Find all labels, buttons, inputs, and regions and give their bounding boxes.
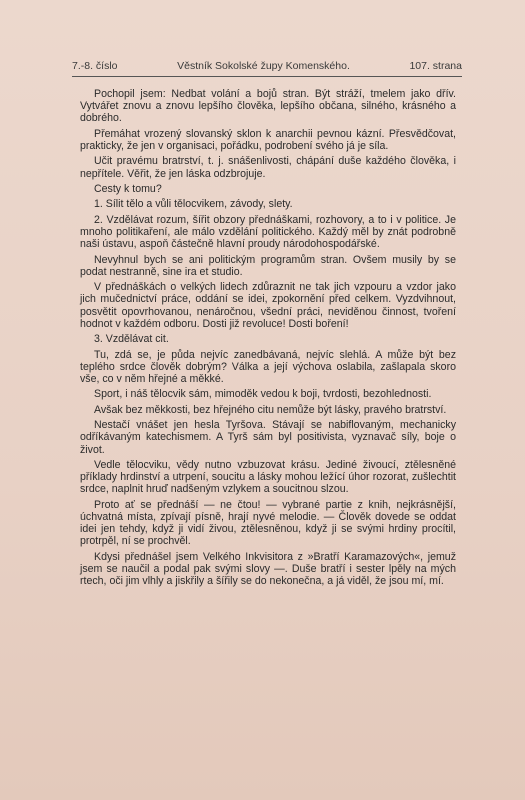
paragraph: Proto ať se přednáší — ne čtou! — vybrané partie z knih, nejkrásnější, úchvatná místa, zpívají písně, hrají nyvé melodie. — Člověk dovede se oddat idei jen tehdy, když ji vidí živou, ztělesněnou, když ji se svými hrdiny procítil, protrpěl, ní se prochvěl. [80,498,456,548]
paragraph: Nevyhnul bych se ani politickým programům stran. Ovšem musily by se podat nestranně, sine ira et studio. [80,253,456,278]
paragraph: Cesty k tomu? [94,182,162,195]
paragraph: Přemáhat vrozený slovanský sklon k anarchii pevnou kázní. Přesvědčovat, prakticky, že jen v organisaci, pořádku, podrobení svého já je síla. [80,127,456,152]
paragraph: V přednáškách o velkých lidech zdůraznit ne tak jich vzpouru a vzdor jako jich mučednictví práce, oddání se idei, zpokornění před celkem. Vyzdvihnout, posvětit opovrhovanou, nenáročnou, všední práci, neviděnou činnost, tvoření hodnot v každém odboru. Dosti již revoluce! Dosti boření! [80,281,456,330]
paragraph: Tu, zdá se, je půda nejvíc zanedbávaná, nejvíc slehlá. A může být bez teplého srdce člověk dobrým? Válka a její výchova oslabila, zašlapala skoro vše, co v něm hřejné a měkké. [80,348,456,385]
paragraph: Pochopil jsem: Nedbat volání a bojů stran. Být stráží, tmelem jako dřív. Vytvářet znovu a znovu lepšího člověka, lepšího občana, silného, krásného a dobrého. [80,88,456,125]
paragraph: Vedle tělocviku, vědy nutno vzbuzovat krásu. Jediné živoucí, ztělesněné příklady hrdinství a utrpení, soucitu a lásky mohou ležící úhor rozorat, zušlechtit srdce, naplnit hruď nadšeným vzlykem a soucitnou slzou. [80,458,456,496]
issue-number: 7.-8. číslo [72,60,118,72]
running-header [72,60,462,72]
paragraph: Nestačí vnášet jen hesla Tyršova. Stávají se nabiflovaným, mechanicky odříkávaným katechismem. A Tyrš sám byl positivista, vyznavač síly, boje o život. [80,419,456,456]
article-body [80,88,456,591]
journal-title: Věstník Sokolské župy Komenského. [177,60,350,72]
paragraph: Avšak bez měkkosti, bez hřejného citu nemůže být lásky, pravého bratrství. [94,403,447,416]
paragraph: 3. Vzdělávat cit. [94,333,169,346]
paragraph: Kdysi přednášel jsem Velkého Inkvisitora z »Bratří Karamazových«, jemuž jsem se naučil a podal pak svými slovy —. Duše bratří i sester lpěly na mých rtech, oči jim vlhly a jiskřily a šířily se do nekonečna, a já viděl, že jsou mí, mí. [80,550,456,588]
paragraph: Sport, i náš tělocvik sám, mimoděk vedou k boji, tvrdosti, bezohlednosti. [94,388,432,401]
paragraph: 1. Sílit tělo a vůli tělocvikem, závody, slety. [94,198,293,211]
paragraph: Učit pravému bratrství, t. j. snášenlivosti, chápání duše každého člověka, i nepřítele. Věřit, že jen láska odzbrojuje. [80,155,456,180]
header-rule [72,76,462,77]
paragraph: 2. Vzdělávat rozum, šířit obzory přednáškami, rozhovory, a to i v politice. Je mnoho politikaření, ale málo vzdělání politického. Každý měl by znát podrobně naši ústavu, aspoň částečně hlavní proudy národohospodářské. [80,213,456,251]
page-number: 107. strana [409,60,462,72]
